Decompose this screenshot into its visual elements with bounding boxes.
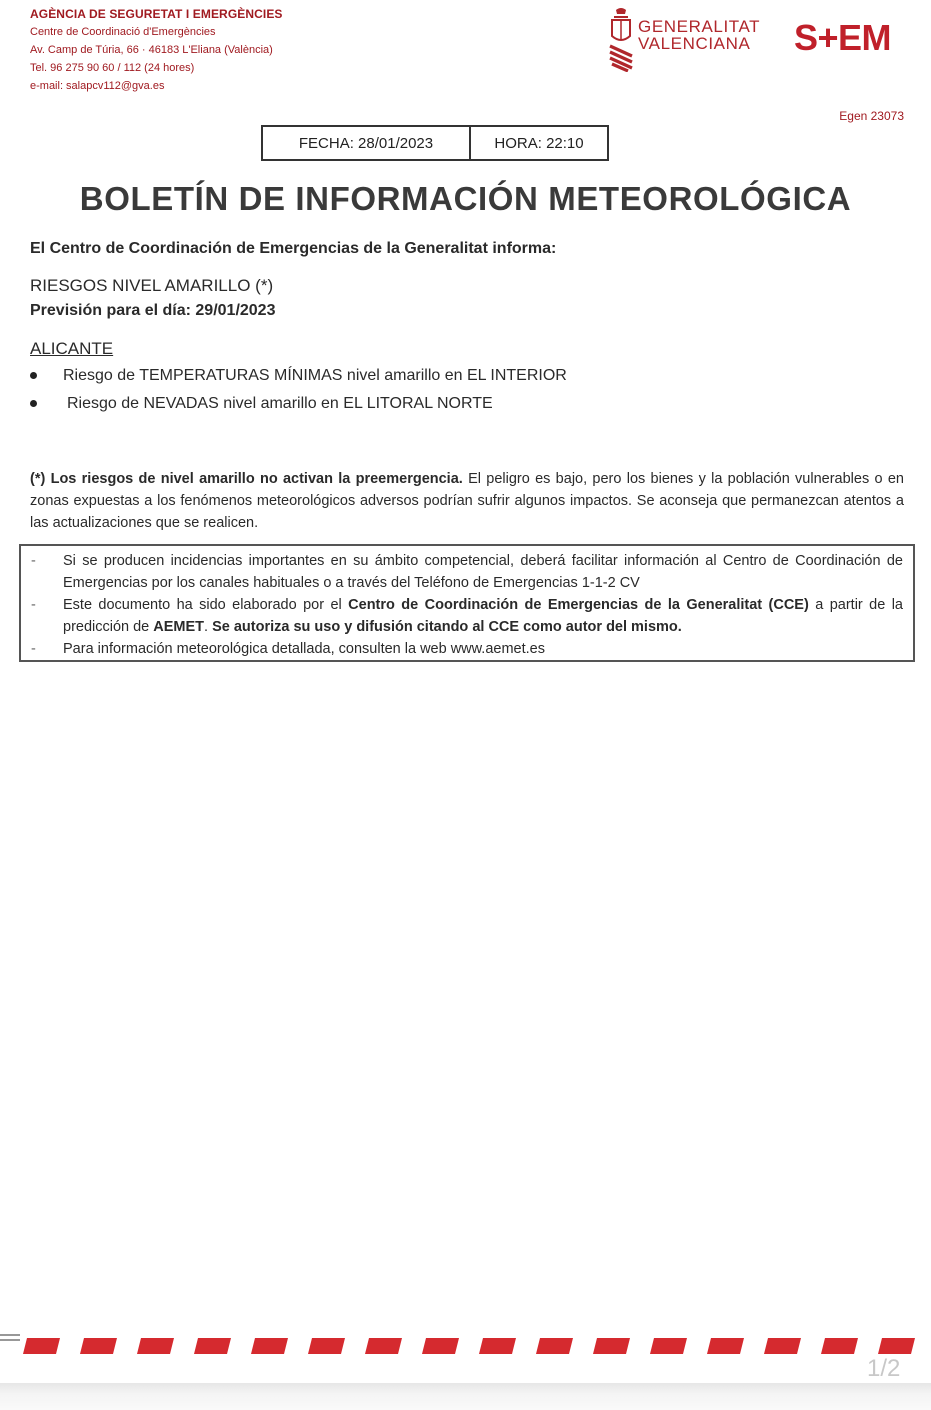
page-bottom-edge	[0, 1383, 931, 1410]
generalitat-text-line2: VALENCIANA	[638, 34, 751, 53]
date-field: FECHA: 28/01/2023	[263, 127, 471, 159]
organization-header	[30, 5, 283, 95]
list-item	[21, 550, 903, 594]
info-item-text: Este documento ha sido elaborado por el	[63, 597, 349, 613]
info-item-text: a partir de la predicción de	[63, 597, 903, 635]
risk-level: RIESGOS NIVEL AMARILLO (*)	[30, 276, 274, 295]
yellow-level-note	[30, 468, 904, 534]
centre-name: Centre de Coordinació d'Emergències	[30, 26, 216, 38]
risk-item-text: Riesgo de TEMPERATURAS MÍNIMAS nivel amarillo en EL INTERIOR	[63, 367, 567, 384]
warning-tape-decoration	[0, 1328, 931, 1362]
list-item	[21, 638, 903, 660]
page-number: 1/2	[867, 1355, 901, 1382]
intro-text: El Centro de Coordinación de Emergencias de la Generalitat informa:	[30, 240, 557, 257]
generalitat-coat-of-arms-icon	[606, 6, 636, 72]
note-bold: (*) Los riesgos de nivel amarillo no activan la preemergencia.	[30, 471, 463, 487]
sem-logo: S+EM	[794, 17, 892, 58]
bulletin-title: BOLETÍN DE INFORMACIÓN METEOROLÓGICA	[79, 180, 852, 217]
info-item-text: .	[204, 619, 213, 635]
dash-marker: -	[31, 597, 36, 613]
generalitat-logo-text	[638, 18, 760, 52]
province-heading: ALICANTE	[30, 339, 114, 358]
info-box	[19, 544, 915, 662]
info-item-text: Para información meteorológica detallada, consulten la web www.aemet.es	[63, 641, 545, 657]
date-time-box	[261, 125, 609, 161]
document-reference: Egen 23073	[839, 109, 904, 123]
time-field: HORA: 22:10	[494, 134, 584, 152]
info-item-bold: AEMET	[153, 619, 205, 635]
address: Av. Camp de Túria, 66 · 46183 L'Eliana (València)	[30, 44, 273, 56]
note-text: El peligro es bajo, pero los bienes y la población vulnerables o en zonas expuestas a los fenómenos meteorológicos adversos podrían sufrir algunos impactos. Se aconseja que permanezcan atentos a las actualizaciones que se realicen.	[30, 471, 904, 531]
forecast-date: Previsión para el día: 29/01/2023	[30, 302, 276, 319]
risk-item-text: Riesgo de NEVADAS nivel amarillo en EL LITORAL NORTE	[67, 395, 493, 412]
list-item	[21, 594, 903, 638]
bullet-icon	[30, 400, 37, 407]
bullet-icon	[30, 372, 37, 379]
dash-marker: -	[31, 641, 36, 657]
phone: Tel. 96 275 90 60 / 112 (24 hores)	[30, 62, 195, 74]
info-item-bold: Se autoriza su uso y difusión citando al CCE como autor del mismo.	[212, 619, 682, 635]
info-item-text: Si se producen incidencias importantes en su ámbito competencial, deberá facilitar información al Centro de Coordinación de Emergencias por los canales habituales o a través del Teléfono de Emergencias 1-1-2 CV	[63, 553, 903, 591]
dash-marker: -	[31, 553, 36, 569]
agency-name: AGÈNCIA DE SEGURETAT I EMERGÈNCIES	[30, 7, 283, 21]
generalitat-text-line1: GENERALITAT	[638, 17, 761, 36]
email: e-mail: salapcv112@gva.es	[30, 80, 165, 92]
info-item-bold: Centro de Coordinación de Emergencias de la Generalitat (CCE)	[348, 597, 809, 613]
